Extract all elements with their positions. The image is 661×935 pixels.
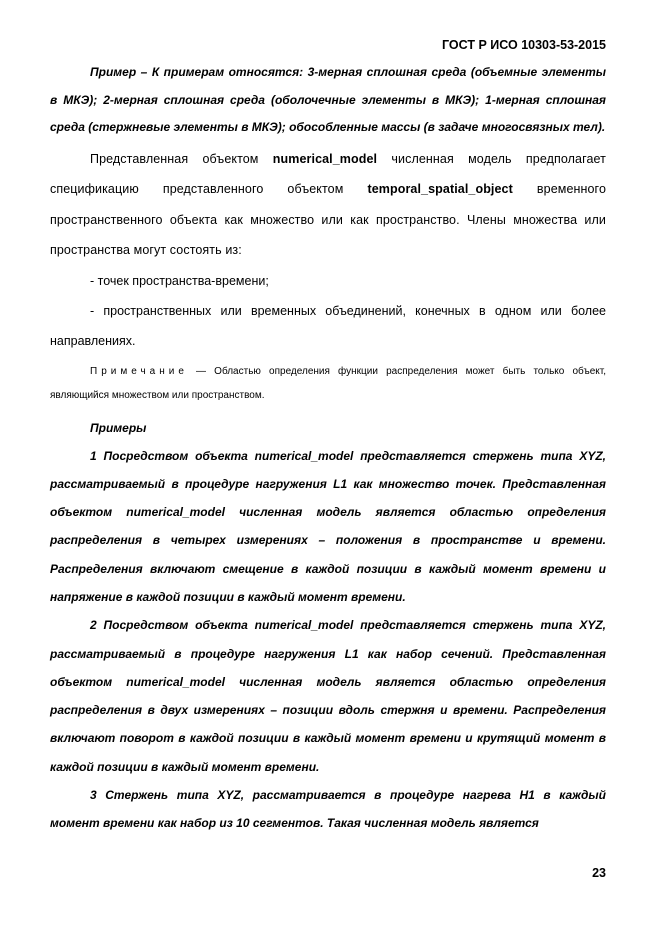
entity-name-numerical-model: numerical_model	[272, 151, 378, 166]
note-text: — Областью определения функции распределения может быть только объект, являющийся множеством или пространством.	[50, 365, 606, 401]
note-paragraph	[50, 360, 606, 408]
paragraph-text: временного пространственного объекта как множество или как пространство. Члены множества или пространства могут состоять из:	[50, 182, 606, 257]
example-2-paragraph: 2 Посредством объекта numerical_model представляется стержень типа XYZ, рассматриваемый в процедуре нагружения L1 как набор сечений. Представленная объектом numerical_model численная модель является областью определения распределения в двух измерениях – позиции вдоль стержня и времени. Распределения включают поворот в каждой позиции в каждый момент времени и крутящий момент в каждой позиции в каждый момент времени.	[50, 618, 606, 774]
paragraph-text: Представленная объектом	[90, 151, 273, 166]
note-label: Примечание	[90, 365, 188, 377]
example-1-paragraph: 1 Посредством объекта numerical_model представляется стержень типа XYZ, рассматриваемый в процедуре нагружения L1 как множество точек. Представленная объектом numerical_model численная модель является областью определения распределения в четырех измерениях – положения в пространстве и времени. Распределения включают смещение в каждой позиции в каждый момент времени и напряжение в каждой позиции в каждый момент времени.	[50, 448, 606, 604]
example-intro-paragraph: Пример – К примерам относятся: 3-мерная сплошная среда (объемные элементы в МКЭ); 2-мерная сплошная среда (оболочечные элементы в МКЭ); 1-мерная сплошная среда (стержневые элементы в МКЭ); обособленные массы (в задаче многосвязных тел).	[50, 65, 606, 134]
example-3-paragraph: 3 Стержень типа XYZ, рассматривается в процедуре нагрева H1 в каждый момент времени как набор из 10 сегментов. Такая численная модель является	[50, 788, 606, 831]
paragraph-text: численная модель предполагает спецификацию представленного объектом	[50, 151, 606, 196]
page-content	[50, 60, 606, 838]
examples-title: Примеры	[90, 420, 147, 435]
page-number: 23	[592, 866, 606, 880]
numerical-model-paragraph	[50, 144, 606, 266]
entity-name-temporal-spatial-object: temporal_spatial_object	[367, 182, 513, 196]
list-item-points: - точек пространства-времени;	[90, 273, 269, 288]
standard-header: ГОСТ Р ИСО 10303-53-2015	[442, 38, 606, 52]
list-item-unions: - пространственных или временных объединений, конечных в одном или более направлениях.	[50, 303, 606, 348]
